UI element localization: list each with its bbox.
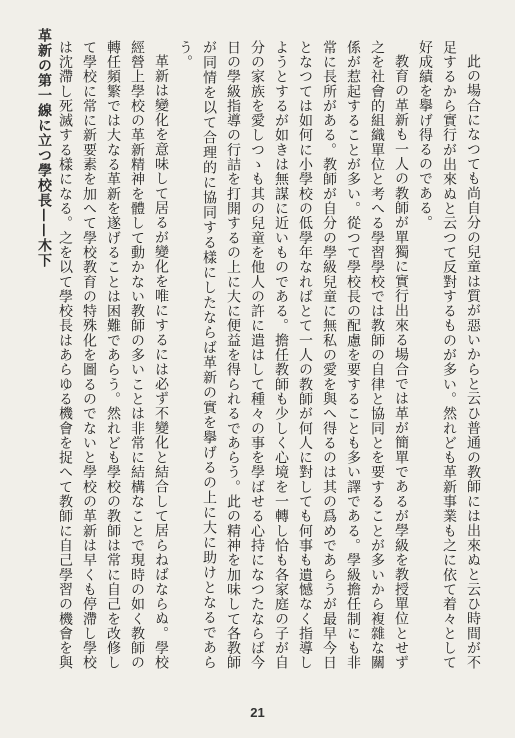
running-head: 革新の第一線に立つ學校長——木下 bbox=[36, 28, 52, 268]
paragraph: 教育の革新も一人の教師が單獨に實行出來る場合では革が簡單であるが學級を教授單位とせず之を社會的組織單位と考へる學習學校では教師の自律と協同とを要することが多いから複雜な關係が惹起することが多い。從つて學校長の配慮を要することも多い譯である。學級擔任制にも非常に長所がある。教師が自分の學級兒童に無私の愛を與へ得るのは其の爲めであらうが最早今日となつては如何に小學校の低學年なればとて一人の教師が何人に對しても何事も遺憾なく指導しようとするが如きは無謀に近いものである。擔任教師も少しく心境を一轉し恰も各家庭の子が自分の家族を愛しつゝも其の兒童を他人の許に遣はして種々の事を學ばせる心持になつたならば今日の學級指導の行詰を打開するの上に大に便益を得られるであらう。此の精神を加味して各教師が同情を以て合理的に協同する樣にしたならば革新の實を擧げるの上に大に助けとなるであらう。 bbox=[177, 40, 409, 670]
paragraph: 此の場合になつても尚自分の兒童は質が惡いからと云ひ普通の教師には出來ぬと云ひ時間が不足するから實行が出來ぬと云つて反對するものが多い。然れども革新事業も之に依て着々として好成績を擧げ得るのである。 bbox=[417, 40, 481, 670]
paragraph: 革新は變化を意味して居るが變化を唯にするには必ず不變化と結合して居らねばならぬ。學校經營上學校の革新精神を體して動かない教師の多いことは非常に結構なことで現時の如く教師の轉任頻繁では大なる革新を遂げることは困難であらう。然れども學校の教師は常に自己を改修して學校に常に新要素を加へて學校教育の特殊化を圖るのでないと學校の革新は早くも停滯し學校は沈滯し死滅する樣になる。之を以て學校長はあらゆる機會を捉へて教師に自己學習の機會を與 bbox=[57, 40, 169, 670]
body-text bbox=[53, 40, 485, 670]
page-number: 21 bbox=[250, 705, 265, 720]
